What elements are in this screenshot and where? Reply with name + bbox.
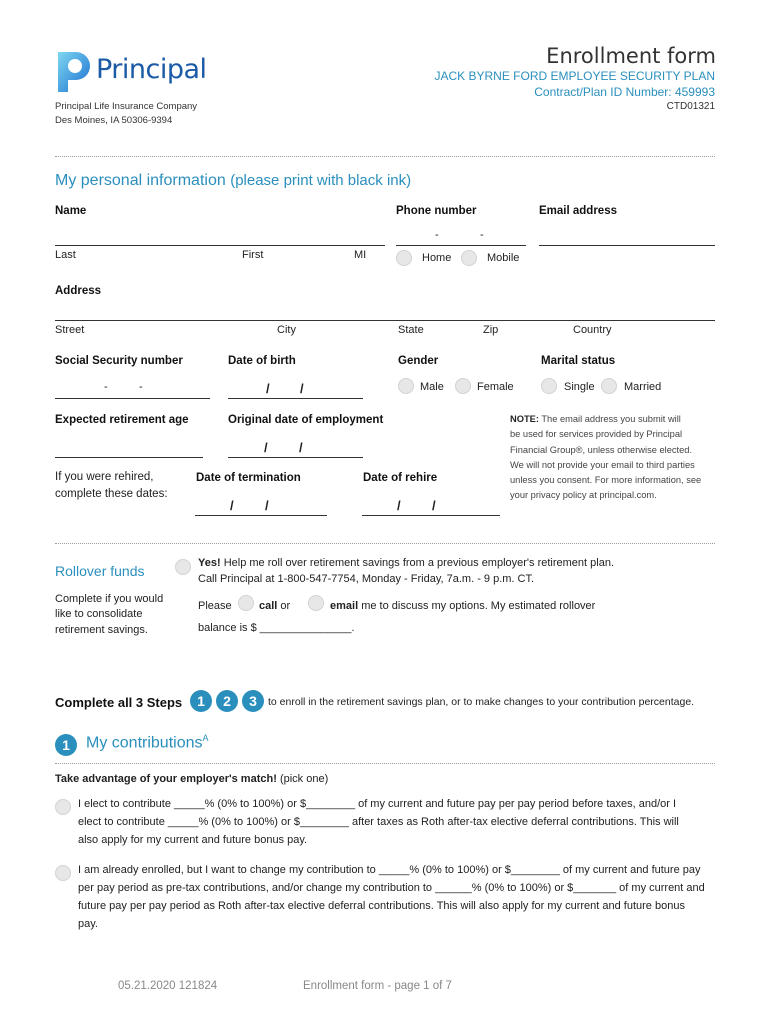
mi-label: MI (354, 249, 367, 261)
rollover-yes-line (198, 557, 614, 569)
call-line: Call Principal at 1-800-547-7754, Monday - Friday, 7a.m. - 9 p.m. CT. (198, 573, 535, 585)
call-bold: call (259, 600, 278, 612)
call-radio[interactable] (238, 595, 254, 611)
orig-employment-label: Original date of employment (228, 414, 384, 426)
rehired-line-1: If you were rehired, (55, 471, 154, 483)
orig-employment-input-line[interactable] (228, 457, 363, 458)
rollover-desc-0: Complete if you would (55, 593, 164, 605)
note-line-5: your privacy policy at principal.com. (510, 490, 657, 501)
note-line-0: The email address you submit will (541, 414, 681, 424)
divider (55, 543, 715, 544)
rollover-title: Rollover funds (55, 563, 145, 579)
yes-bold: Yes! (198, 557, 221, 569)
married-label: Married (624, 381, 662, 393)
termination-label: Date of termination (196, 472, 301, 484)
married-radio[interactable] (601, 378, 617, 394)
male-radio[interactable] (398, 378, 414, 394)
or-text: or (280, 600, 291, 612)
company-name: Principal Life Insurance Company (55, 101, 198, 112)
address-label: Address (55, 285, 102, 297)
retirement-age-input-line[interactable] (55, 457, 203, 458)
discuss-text: me to discuss my options. My estimated rollover (361, 600, 596, 612)
footer-page: Enrollment form - page 1 of 7 (303, 980, 452, 992)
last-name-label: Last (55, 249, 76, 261)
rehire-label: Date of rehire (363, 472, 438, 484)
contributions-title-text: My contributions (86, 734, 203, 752)
name-label: Name (55, 205, 87, 217)
mobile-radio[interactable] (461, 250, 477, 266)
dob-label: Date of birth (228, 355, 296, 367)
home-radio[interactable] (396, 250, 412, 266)
company-address: Des Moines, IA 50306-9394 (55, 115, 173, 126)
state-label: State (398, 324, 424, 336)
match-rest: (pick one) (279, 773, 329, 785)
rehired-line-2: complete these dates: (55, 488, 168, 500)
divider (55, 763, 715, 764)
rehire-input-line[interactable] (362, 515, 500, 516)
note-line-1: be used for services provided by Principal (510, 429, 683, 440)
email-radio[interactable] (308, 595, 324, 611)
name-input-line[interactable] (55, 245, 385, 246)
note-line-3: We will not provide your email to third parties (510, 459, 695, 470)
contract-id: Contract/Plan ID Number: 459993 (534, 85, 715, 99)
option-2-line-2: future pay per pay period as Roth after-tax elective deferral contributions. This will also apply for my current and future bonus (78, 900, 685, 912)
option-1-line-0: I elect to contribute _____% (0% to 100%) or $________ of my current and future pay per pay period before taxes, and/or I (78, 798, 677, 810)
plan-name: JACK BYRNE FORD EMPLOYEE SECURITY PLAN (434, 69, 715, 83)
single-label: Single (564, 381, 595, 393)
rollover-desc-1: like to consolidate (55, 608, 143, 620)
section-title-personal (55, 172, 411, 190)
gender-label: Gender (398, 355, 439, 367)
contributions-title (86, 733, 209, 752)
orig-emp-sep-2: / (299, 440, 303, 455)
option-2-line-1: per pay period as pre-tax contributions, and/or change my contribution to ______% (0% to 100%) or $_______ of my current and (78, 882, 705, 894)
termination-input-line[interactable] (195, 515, 327, 516)
single-radio[interactable] (541, 378, 557, 394)
step-1-badge: 1 (190, 690, 212, 712)
balance-text: balance is $ _______________. (198, 622, 355, 634)
personal-title: My personal information (55, 172, 226, 189)
step-3-badge: 3 (242, 690, 264, 712)
female-label: Female (477, 381, 514, 393)
rollover-yes-radio[interactable] (175, 559, 191, 575)
principal-logo (54, 48, 214, 94)
option-2-line-3: pay. (78, 918, 98, 930)
yes-text: Help me roll over retirement savings from a previous employer's retirement plan. (223, 557, 615, 569)
call-option (259, 600, 290, 612)
email-bold: email (330, 600, 359, 612)
dob-sep-2: / (300, 381, 304, 396)
home-label: Home (422, 252, 452, 264)
ssn-sep-2: - (139, 381, 143, 393)
email-label: Email address (539, 205, 617, 217)
option-1-line-2: also apply for my current and future bonus pay. (78, 834, 308, 846)
contributions-step-badge: 1 (55, 734, 77, 756)
note-line-4: unless you consent. For more information, see (510, 475, 702, 486)
mobile-label: Mobile (487, 252, 520, 264)
divider (55, 156, 715, 157)
ssn-sep-1: - (104, 381, 108, 393)
first-name-label: First (242, 249, 264, 261)
retirement-age-label: Expected retirement age (55, 414, 189, 426)
term-sep-1: / (230, 498, 234, 513)
option-1-radio[interactable] (55, 799, 71, 815)
rehire-sep-1: / (397, 498, 401, 513)
orig-emp-sep-1: / (264, 440, 268, 455)
logo-wordmark: Principal (96, 54, 207, 85)
ssn-input-line[interactable] (55, 398, 210, 399)
email-input-line[interactable] (539, 245, 715, 246)
email-option (330, 600, 595, 612)
city-label: City (277, 324, 296, 336)
male-label: Male (420, 381, 444, 393)
steps-text: to enroll in the retirement savings plan, or to make changes to your contribution percentage. (268, 696, 695, 708)
phone-sep-1: - (435, 229, 439, 241)
rollover-desc-2: retirement savings. (55, 624, 148, 636)
principal-logo-icon (54, 48, 94, 94)
ssn-label: Social Security number (55, 355, 183, 367)
match-bold: Take advantage of your employer's match! (55, 773, 277, 785)
zip-label: Zip (483, 324, 499, 336)
marital-label: Marital status (541, 355, 616, 367)
note-bold: NOTE: (510, 414, 539, 424)
dob-sep-1: / (266, 381, 270, 396)
form-code: CTD01321 (666, 101, 715, 112)
steps-label: Complete all 3 Steps (55, 695, 183, 710)
form-title: Enrollment form (546, 44, 716, 68)
option-2-text (78, 861, 718, 933)
phone-input-line[interactable] (396, 245, 526, 246)
option-1-text (78, 795, 718, 849)
option-2-line-0: I am already enrolled, but I want to change my contribution to _____% (0% to 100%) or $________ of my current and future pay (78, 864, 701, 876)
term-sep-2: / (265, 498, 269, 513)
match-line (55, 773, 328, 785)
country-label: Country (573, 324, 612, 336)
phone-sep-2: - (480, 229, 484, 241)
contributions-sup: A (202, 733, 209, 743)
address-input-line[interactable] (55, 320, 715, 321)
phone-label: Phone number (396, 205, 477, 217)
option-2-radio[interactable] (55, 865, 71, 881)
privacy-note (510, 412, 720, 504)
dob-input-line[interactable] (228, 398, 363, 399)
option-1-line-1: elect to contribute _____% (0% to 100%) or $________ after taxes as Roth after-tax elective deferral contributions. This will (78, 816, 679, 828)
footer-code: 05.21.2020 121824 (118, 980, 218, 992)
please-text: Please (198, 600, 232, 612)
street-label: Street (55, 324, 85, 336)
step-2-badge: 2 (216, 690, 238, 712)
rehire-sep-2: / (432, 498, 436, 513)
note-line-2: Financial Group®, unless otherwise elected. (510, 444, 693, 455)
female-radio[interactable] (455, 378, 471, 394)
personal-subtitle: (please print with black ink) (230, 172, 412, 189)
